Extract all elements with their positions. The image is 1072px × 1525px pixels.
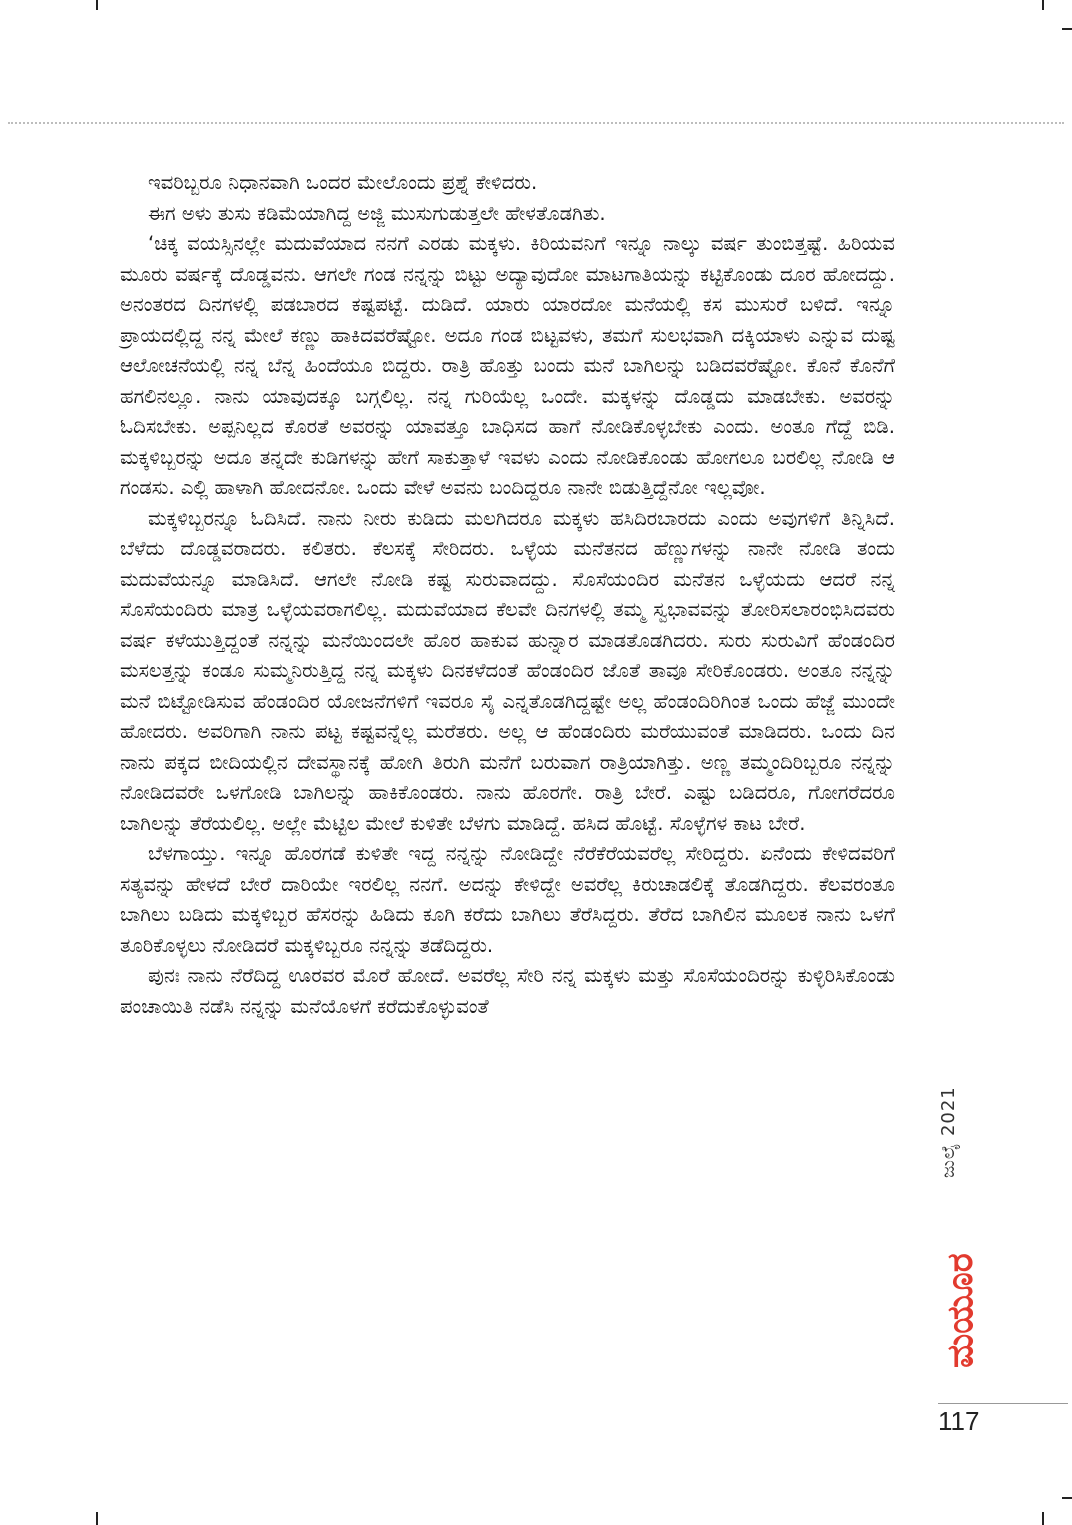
- paragraph-1: ಇವರಿಬ್ಬರೂ ನಿಧಾನವಾಗಿ ಒಂದರ ಮೇಲೊಂದು ಪ್ರಶ್ನೆ ಕೇಳಿದರು.: [148, 171, 538, 194]
- article-body: [120, 168, 895, 1022]
- crop-mark-top-right: [1042, 0, 1044, 10]
- paragraph-6: ಪುನಃ ನಾನು ನೆರೆದಿದ್ದ ಊರವರ ಮೊರೆ ಹೋದೆ. ಅವರೆಲ್ಲ ಸೇರಿ ನನ್ನ ಮಕ್ಕಳು ಮತ್ತು ಸೊಸೆಯಂದಿರನ್ನು ಕುಳ್ಳಿರಿಸಿಕೊಂಡು ಪಂಚಾಯಿತಿ ನಡೆಸಿ ನನ್ನನ್ನು ಮನೆಯೊಳಗೆ ಕರೆದುಕೊಳ್ಳುವಂತೆ: [120, 964, 895, 1018]
- header-dotted-rule: [8, 122, 1064, 124]
- paragraph-5: ಬೆಳಗಾಯ್ತು. ಇನ್ನೂ ಹೊರಗಡೆ ಕುಳಿತೇ ಇದ್ದ ನನ್ನನ್ನು ನೋಡಿದ್ದೇ ನೆರೆಕೆರೆಯವರೆಲ್ಲ ಸೇರಿದ್ದರು. ಏನೆಂದು ಕೇಳಿದವರಿಗೆ ಸತ್ಯವನ್ನು ಹೇಳದೆ ಬೇರೆ ದಾರಿಯೇ ಇರಲಿಲ್ಲ ನನಗೆ. ಅದನ್ನು ಕೇಳಿದ್ದೇ ಅವರೆಲ್ಲ ಕಿರುಚಾಡಲಿಕ್ಕೆ ತೊಡಗಿದ್ದರು. ಕೆಲವರಂತೂ ಬಾಗಿಲು ಬಡಿದು ಮಕ್ಕಳಿಬ್ಬರ ಹೆಸರನ್ನು ಹಿಡಿದು ಕೂಗಿ ಕರೆದು ಬಾಗಿಲು ತೆರೆಸಿದ್ದರು. ತೆರೆದ ಬಾಗಿಲಿನ ಮೂಲಕ ನಾನು ಒಳಗೆ ತೂರಿಕೊಳ್ಳಲು ನೋಡಿದರೆ ಮಕ್ಕಳಿಬ್ಬರೂ ನನ್ನನ್ನು ತಡೆದಿದ್ದರು.: [120, 842, 895, 957]
- magazine-logo: ಮಯೂರ: [940, 1253, 981, 1368]
- page-number: 117: [938, 1406, 980, 1436]
- crop-mark-right-bottom: [1062, 1497, 1072, 1499]
- crop-mark-top-left: [96, 0, 98, 10]
- paragraph-2: ಈಗ ಅಳು ತುಸು ಕಡಿಮೆಯಾಗಿದ್ದ ಅಜ್ಜಿ ಮುಸುಗುಡುತ್ತಲೇ ಹೇಳತೊಡಗಿತು.: [148, 201, 606, 225]
- paragraph-3: ‘ಚಿಕ್ಕ ವಯಸ್ಸಿನಲ್ಲೇ ಮದುವೆಯಾದ ನನಗೆ ಎರಡು ಮಕ್ಕಳು. ಕಿರಿಯವನಿಗೆ ಇನ್ನೂ ನಾಲ್ಕು ವರ್ಷ ತುಂಬಿತ್ತಷ್ಟೆ. ಹಿರಿಯವ ಮೂರು ವರ್ಷಕ್ಕೆ ದೊಡ್ಡವನು. ಆಗಲೇ ಗಂಡ ನನ್ನನ್ನು ಬಿಟ್ಟು ಅದ್ಯಾವುದೋ ಮಾಟಗಾತಿಯನ್ನು ಕಟ್ಟಿಕೊಂಡು ದೂರ ಹೋದದ್ದು. ಅನಂತರದ ದಿನಗಳಲ್ಲಿ ಪಡಬಾರದ ಕಷ್ಟಪಟ್ಟೆ. ದುಡಿದೆ. ಯಾರು ಯಾರದೋ ಮನೆಯಲ್ಲಿ ಕಸ ಮುಸುರೆ ಬಳಿದೆ. ಇನ್ನೂ ಪ್ರಾಯದಲ್ಲಿದ್ದ ನನ್ನ ಮೇಲೆ ಕಣ್ಣು ಹಾಕಿದವರೆಷ್ಟೋ. ಅದೂ ಗಂಡ ಬಿಟ್ಟವಳು, ತಮಗೆ ಸುಲಭವಾಗಿ ದಕ್ಕಿಯಾಳು ಎನ್ನುವ ದುಷ್ಟ ಆಲೋಚನೆಯಲ್ಲಿ ನನ್ನ ಬೆನ್ನ ಹಿಂದೆಯೂ ಬಿದ್ದರು. ರಾತ್ರಿ ಹೊತ್ತು ಬಂದು ಮನೆ ಬಾಗಿಲನ್ನು ಬಡಿದವರೆಷ್ಟೋ. ಕೊನೆ ಕೊನೆಗೆ ಹಗಲಿನಲ್ಲೂ. ನಾನು ಯಾವುದಕ್ಕೂ ಬಗ್ಗಲಿಲ್ಲ. ನನ್ನ ಗುರಿಯೆಲ್ಲ ಒಂದೇ. ಮಕ್ಕಳನ್ನು ದೊಡ್ಡದು ಮಾಡಬೇಕು. ಅವರನ್ನು ಓದಿಸಬೇಕು. ಅಪ್ಪನಿಲ್ಲದ ಕೊರತೆ ಅವರನ್ನು ಯಾವತ್ತೂ ಬಾಧಿಸದ ಹಾಗೆ ನೋಡಿಕೊಳ್ಳಬೇಕು ಎಂದು. ಅಂತೂ ಗೆದ್ದೆ ಬಿಡಿ. ಮಕ್ಕಳಿಬ್ಬರನ್ನು ಅದೂ ತನ್ನದೇ ಕುಡಿಗಳನ್ನು ಹೇಗೆ ಸಾಕುತ್ತಾಳೆ ಇವಳು ಎಂದು ನೋಡಿಕೊಂಡು ಹೋಗಲೂ ಬರಲಿಲ್ಲ ನೋಡಿ ಆ ಗಂಡಸು. ಎಲ್ಲಿ ಹಾಳಾಗಿ ಹೋದನೋ. ಒಂದು ವೇಳೆ ಅವನು ಬಂದಿದ್ದರೂ ನಾನೇ ಬಿಡುತ್ತಿದ್ದೆನೋ ಇಲ್ಲವೋ.: [120, 232, 895, 499]
- crop-mark-bottom-right: [1042, 1512, 1044, 1525]
- crop-mark-right-top: [1062, 28, 1072, 30]
- issue-date: ಜುಲೈ 2021: [938, 1086, 959, 1178]
- folio-rule: [938, 1403, 1068, 1404]
- paragraph-4: ಮಕ್ಕಳಿಬ್ಬರನ್ನೂ ಓದಿಸಿದೆ. ನಾನು ನೀರು ಕುಡಿದು ಮಲಗಿದರೂ ಮಕ್ಕಳು ಹಸಿದಿರಬಾರದು ಎಂದು ಅವುಗಳಿಗೆ ತಿನ್ನಿಸಿದೆ. ಬೆಳೆದು ದೊಡ್ಡವರಾದರು. ಕಲಿತರು. ಕೆಲಸಕ್ಕೆ ಸೇರಿದರು. ಒಳ್ಳೆಯ ಮನೆತನದ ಹೆಣ್ಣುಗಳನ್ನು ನಾನೇ ನೋಡಿ ತಂದು ಮದುವೆಯನ್ನೂ ಮಾಡಿಸಿದೆ. ಆಗಲೇ ನೋಡಿ ಕಷ್ಟ ಸುರುವಾದದ್ದು. ಸೊಸೆಯಂದಿರ ಮನೆತನ ಒಳ್ಳೆಯದು ಆದರೆ ನನ್ನ ಸೊಸೆಯಂದಿರು ಮಾತ್ರ ಒಳ್ಳೆಯವರಾಗಲಿಲ್ಲ. ಮದುವೆಯಾದ ಕೆಲವೇ ದಿನಗಳಲ್ಲಿ ತಮ್ಮ ಸ್ವಭಾವವನ್ನು ತೋರಿಸಲಾರಂಭಿಸಿದವರು ವರ್ಷ ಕಳೆಯುತ್ತಿದ್ದಂತೆ ನನ್ನನ್ನು ಮನೆಯಿಂದಲೇ ಹೊರ ಹಾಕುವ ಹುನ್ನಾರ ಮಾಡತೊಡಗಿದರು. ಸುರು ಸುರುವಿಗೆ ಹೆಂಡಂದಿರ ಮಸಲತ್ತನ್ನು ಕಂಡೂ ಸುಮ್ಮನಿರುತ್ತಿದ್ದ ನನ್ನ ಮಕ್ಕಳು ದಿನಕಳೆದಂತೆ ಹೆಂಡಂದಿರ ಜೊತೆ ತಾವೂ ಸೇರಿಕೊಂಡರು. ಅಂತೂ ನನ್ನನ್ನು ಮನೆ ಬಿಟ್ಟೋಡಿಸುವ ಹೆಂಡಂದಿರ ಯೋಜನೆಗಳಿಗೆ ಇವರೂ ಸೈ ಎನ್ನತೊಡಗಿದ್ದಷ್ಟೇ ಅಲ್ಲ ಹೆಂಡಂದಿರಿಗಿಂತ ಒಂದು ಹೆಜ್ಜೆ ಮುಂದೇ ಹೋದರು. ಅವರಿಗಾಗಿ ನಾನು ಪಟ್ಟ ಕಷ್ಟವನ್ನೆಲ್ಲ ಮರೆತರು. ಅಲ್ಲ ಆ ಹೆಂಡಂದಿರು ಮರೆಯುವಂತೆ ಮಾಡಿದರು. ಒಂದು ದಿನ ನಾನು ಪಕ್ಕದ ಬೀದಿಯಲ್ಲಿನ ದೇವಸ್ಥಾನಕ್ಕೆ ಹೋಗಿ ತಿರುಗಿ ಮನೆಗೆ ಬರುವಾಗ ರಾತ್ರಿಯಾಗಿತ್ತು. ಅಣ್ಣ ತಮ್ಮಂದಿರಿಬ್ಬರೂ ನನ್ನನ್ನು ನೋಡಿದವರೇ ಒಳಗೋಡಿ ಬಾಗಿಲನ್ನು ಹಾಕಿಕೊಂಡರು. ನಾನು ಹೊರಗೇ. ರಾತ್ರಿ ಬೇರೆ. ಎಷ್ಟು ಬಡಿದರೂ, ಗೋಗರೆದರೂ ಬಾಗಿಲನ್ನು ತೆರೆಯಲಿಲ್ಲ. ಅಲ್ಲೇ ಮೆಟ್ಟಿಲ ಮೇಲೆ ಕುಳಿತೇ ಬೆಳಗು ಮಾಡಿದ್ದೆ. ಹಸಿದ ಹೊಟ್ಟೆ. ಸೊಳ್ಳೆಗಳ ಕಾಟ ಬೇರೆ.: [120, 506, 895, 835]
- crop-mark-bottom-left: [96, 1512, 98, 1525]
